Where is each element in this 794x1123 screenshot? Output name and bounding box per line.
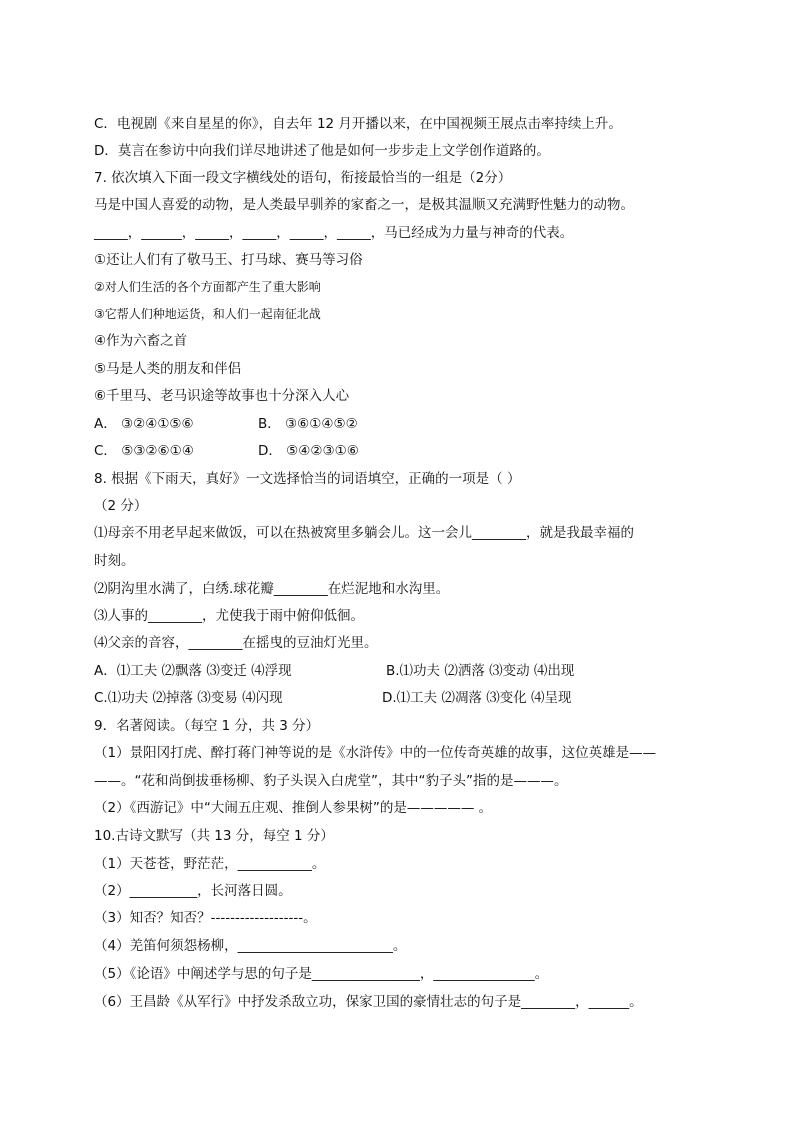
q8-score: （2 分）: [94, 498, 148, 514]
q7-option-a: A． ③②④①⑤⑥: [94, 416, 194, 432]
q8-sentence-4: ⑷父亲的音容，________在摇曳的豆油灯光里。: [94, 635, 378, 651]
q9-stem: 9．名著阅读。（每空 1 分，共 3 分）: [94, 718, 320, 734]
q6-option-c: C．电视剧《来自星星的你》，自去年 12 月开播以来，在中国视频王展点击率持续上升。: [94, 116, 622, 132]
q10-line-5: （5）《论语》中阐述学与思的句子是________________，_______________。: [94, 966, 549, 982]
q6-option-d: D．莫言在参访中向我们详尽地讲述了他是如何一步步走上文学创作道路的。: [94, 143, 550, 159]
q7-option-d: D． ⑤④②③①⑥: [258, 443, 359, 459]
q8-sentence-1a: ⑴母亲不用老早起来做饭，可以在热被窝里多躺会儿。这一会儿________，就是我最幸福的: [94, 525, 634, 541]
q7-item-4: ④作为六畜之首: [94, 333, 188, 349]
q8-sentence-3: ⑶人事的________，尤使我于雨中俯仰低徊。: [94, 608, 364, 624]
q7-item-1: ①还让人们有了敬马王、打马球、赛马等习俗: [94, 252, 363, 268]
q8-option-a: A．⑴工夫 ⑵飘落 ⑶变迁 ⑷浮现: [94, 663, 292, 679]
q7-option-b: B． ③⑥①④⑤②: [258, 416, 358, 432]
q8-stem: 8. 根据《下雨天，真好》一文选择恰当的词语填空，正确的一项是（ ）: [94, 471, 521, 487]
q8-option-b: B.⑴功夫 ⑵洒落 ⑶变动 ⑷出现: [386, 663, 575, 679]
q7-item-6: ⑥千里马、老马识途等故事也十分深入人心: [94, 388, 350, 404]
q7-item-5: ⑤马是人类的朋友和伴侣: [94, 361, 242, 377]
q7-item-3: ③它帮人们种地运货，和人们一起南征北战: [94, 307, 321, 321]
q7-blanks: _____，______，_____，_____，_____，_____，马已经成为力量与神奇的代表。: [94, 225, 574, 241]
q10-line-2: （2）__________，长河落日圆。: [94, 883, 292, 899]
q7-stem: 7. 依次填入下面一段文字横线处的语句，衔接最恰当的一组是（2分）: [94, 170, 512, 186]
q10-stem: 10.古诗文默写（共 13 分，每空 1 分）: [94, 828, 334, 844]
q8-sentence-1b: 时刻。: [94, 553, 135, 569]
q10-line-6: （6）王昌龄《从军行》中抒发杀敌立功，保家卫国的豪情壮志的句子是________，______。: [94, 994, 643, 1010]
q10-line-4: （4）羌笛何须怨杨柳，_______________________。: [94, 938, 407, 954]
q9-part-1b: ——。“花和尚倒拔垂杨柳、豹子头误入白虎堂”，其中“豹子头”指的是———。: [94, 773, 568, 789]
q10-line-1: （1）天苍苍，野茫茫，___________。: [94, 856, 326, 872]
q8-option-c: C.⑴功夫 ⑵掉落 ⑶变易 ⑷闪现: [94, 690, 283, 706]
q8-sentence-2: ⑵阴沟里水满了，白绣.球花瓣________在烂泥地和水沟里。: [94, 581, 450, 597]
q10-line-3: （3）知否？知否？-------------------。: [94, 910, 317, 926]
q9-part-1a: （1）景阳冈打虎、醉打蒋门神等说的是《水浒传》中的一位传奇英雄的故事，这位英雄是——: [94, 745, 657, 761]
q7-item-2: ②对人们生活的各个方面都产生了重大影响: [94, 280, 321, 294]
q7-option-c: C． ⑤③②⑥①④: [94, 443, 194, 459]
q8-option-d: D.⑴工夫 ⑵凋落 ⑶变化 ⑷呈现: [382, 690, 572, 706]
q7-intro: 马是中国人喜爱的动物，是人类最早驯养的家畜之一，是极其温顺又充满野性魅力的动物。: [94, 197, 634, 213]
q9-part-2: （2）《西游记》中“大闹五庄观、推倒人参果树”的是————— 。: [94, 800, 493, 816]
